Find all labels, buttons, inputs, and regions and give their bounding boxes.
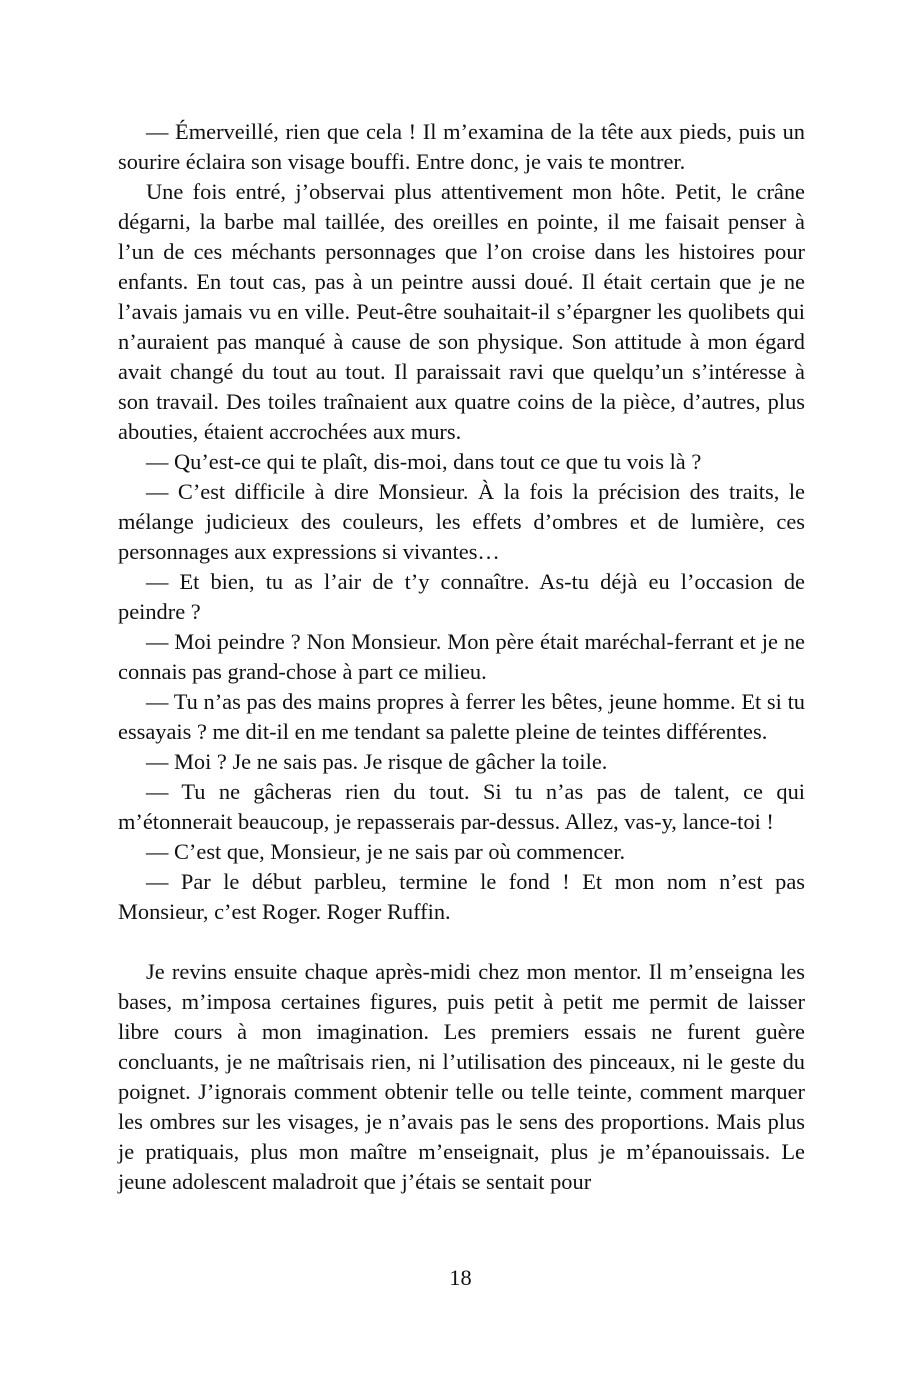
dialogue-paragraph: — Émerveillé, rien que cela ! Il m’examina de la tête aux pieds, puis un sourire éclaira son visage bouffi. Entre donc, je vais te montrer.	[118, 119, 805, 174]
dialogue-paragraph: — Par le début parbleu, termine le fond ! Et mon nom n’est pas Monsieur, c’est Roger. Roger Ruffin.	[118, 869, 805, 924]
narrative-paragraph: Une fois entré, j’observai plus attentivement mon hôte. Petit, le crâne dégarni, la barbe mal taillée, des oreilles en pointe, il me faisait penser à l’un de ces méchants personnages que l’on croise dans les histoires pour enfants. En tout cas, pas à un peintre aussi doué. Il était certain que je ne l’avais jamais vu en ville. Peut-être souhaitait-il s’épargner les quolibets qui n’auraient pas manqué à cause de son physique. Son attitude à mon égard avait changé du tout au tout. Il paraissait ravi que quelqu’un s’intéresse à son travail. Des toiles traînaient aux quatre coins de la pièce, d’autres, plus abouties, étaient accrochées aux murs.	[118, 179, 805, 444]
dialogue-paragraph: — C’est que, Monsieur, je ne sais par où commencer.	[146, 839, 626, 864]
dialogue-paragraph: — Et bien, tu as l’air de t’y connaître. As-tu déjà eu l’occasion de peindre ?	[118, 569, 805, 624]
dialogue-paragraph: — Moi peindre ? Non Monsieur. Mon père était maréchal-ferrant et je ne connais pas grand-chose à part ce milieu.	[118, 629, 805, 684]
page-number: 18	[449, 1265, 472, 1290]
dialogue-paragraph: — Qu’est-ce qui te plaît, dis-moi, dans tout ce que tu vois là ?	[146, 449, 702, 474]
dialogue-paragraph: — Moi ? Je ne sais pas. Je risque de gâcher la toile.	[146, 749, 608, 774]
dialogue-paragraph: — Tu n’as pas des mains propres à ferrer les bêtes, jeune homme. Et si tu essayais ? me dit-il en me tendant sa palette pleine de teintes différentes.	[118, 689, 805, 744]
narrative-paragraph: Je revins ensuite chaque après-midi chez mon mentor. Il m’enseigna les bases, m’imposa certaines figures, puis petit à petit me permit de laisser libre cours à mon imagination. Les premiers essais ne furent guère concluants, je ne maîtrisais rien, ni l’utilisation des pinceaux, ni le geste du poignet. J’ignorais comment obtenir telle ou telle teinte, comment marquer les ombres sur les visages, je n’avais pas le sens des proportions. Mais plus je pratiquais, plus mon maître m’enseignait, plus je m’épanouissais. Le jeune adolescent maladroit que j’étais se sentait pour	[118, 959, 805, 1194]
page-body	[118, 117, 805, 1197]
dialogue-paragraph: — C’est difficile à dire Monsieur. À la fois la précision des traits, le mélange judicieux des couleurs, les effets d’ombres et de lumière, ces personnages aux expressions si vivantes…	[118, 479, 805, 564]
dialogue-paragraph: — Tu ne gâcheras rien du tout. Si tu n’as pas de talent, ce qui m’étonnerait beaucoup, je repasserais par-dessus. Allez, vas-y, lance-toi !	[118, 779, 805, 834]
